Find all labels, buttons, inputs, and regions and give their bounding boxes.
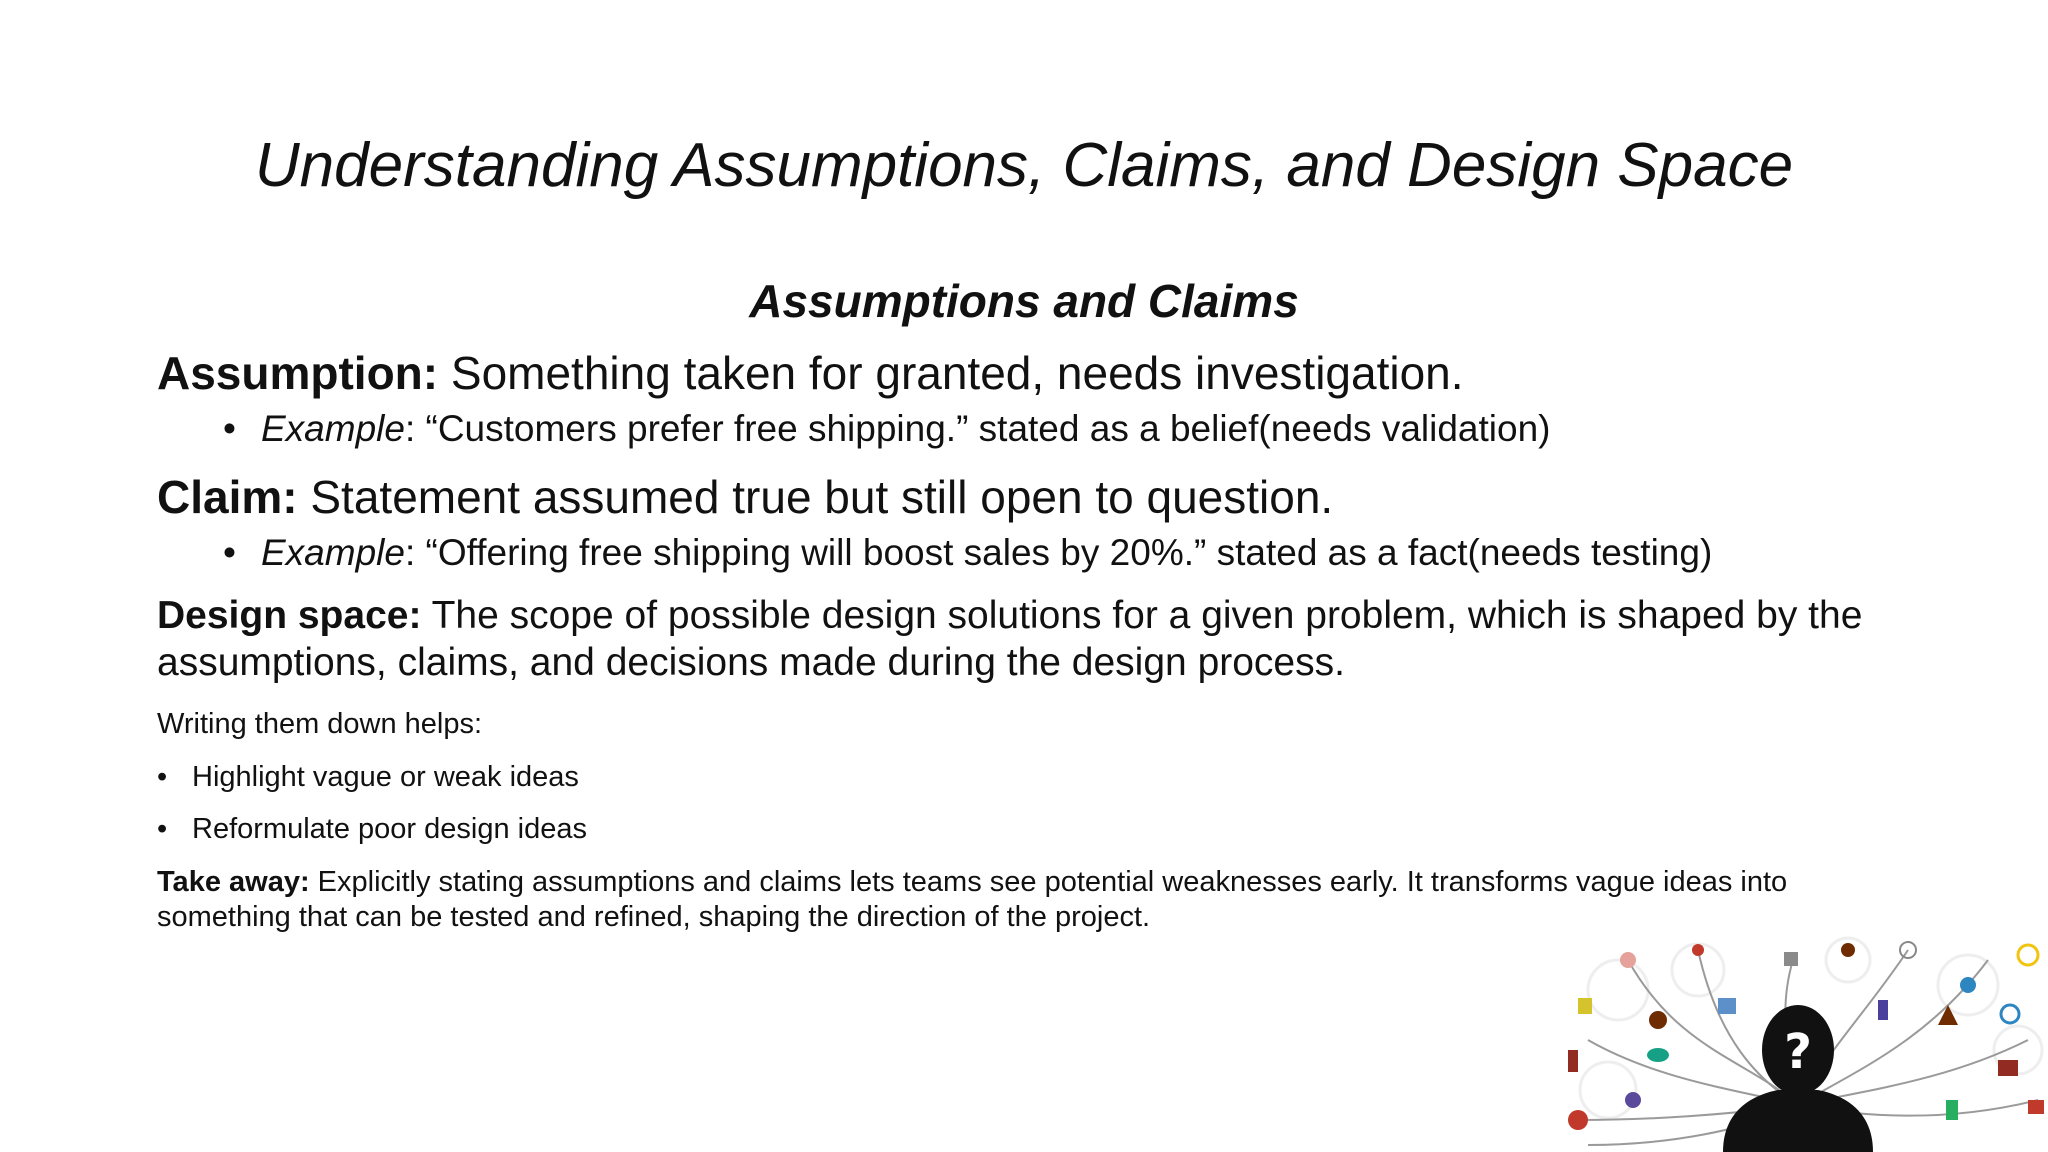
hurdle-icon (1946, 1100, 1958, 1120)
badge-icon (1784, 952, 1798, 966)
heart-icon (1568, 1110, 1588, 1130)
assumption-definition (157, 346, 1917, 401)
writing-intro: Writing them down helps: (157, 707, 483, 740)
claim-definition (157, 470, 1917, 525)
bullet-dot: • (223, 531, 236, 573)
writing-bullet-text: Reformulate poor design ideas (192, 813, 587, 846)
person-icon (1578, 998, 1592, 1014)
section-subtitle: Assumptions and Claims (749, 275, 1299, 327)
scales-icon (2028, 1100, 2044, 1114)
magnifier-icon (2001, 1005, 2019, 1023)
runner-icon (1692, 944, 1704, 956)
decision-paths-illustration (1548, 930, 2048, 1152)
eye-icon (1647, 1048, 1669, 1062)
smiley-icon (2018, 945, 2038, 965)
slide-title: Understanding Assumptions, Claims, and Design Space (254, 131, 1794, 200)
meeting-icon (1649, 1011, 1667, 1029)
design-space-text: The scope of possible design solutions for a given problem, which is shaped by the assumptions, claims, and decisions made during the design process. (157, 594, 1863, 684)
assumption-example-text: : “Customers prefer free shipping.” stated as a belief(needs validation) (404, 408, 1551, 450)
slide-content (157, 346, 1917, 935)
takeaway-label: Take away: (157, 866, 310, 899)
assumption-text: Something taken for granted, needs investigation. (438, 347, 1464, 399)
question-mark: ? (1784, 1024, 1812, 1080)
assumption-example-label: Example (261, 408, 405, 450)
hand-icon (1938, 1005, 1958, 1025)
figure-icon (1568, 1050, 1578, 1072)
graduate-icon (1841, 943, 1855, 957)
claim-text: Statement assumed true but still open to question. (297, 470, 1334, 523)
bullet-dot: • (223, 408, 236, 450)
writing-bullet-text: Highlight vague or weak ideas (192, 760, 579, 793)
claim-example-label: Example (261, 531, 405, 573)
teacher-icon (1878, 1000, 1888, 1020)
design-space-definition (157, 593, 1917, 687)
takeaway-text: Explicitly stating assumptions and claims lets teams see potential weaknesses early. It transforms vague ideas into something that can be tested and refined, shaping the direction of the project. (157, 866, 1788, 933)
faces-icon (1625, 1092, 1641, 1108)
writing-bullet (157, 760, 1917, 795)
handshake-icon (1620, 952, 1636, 968)
bullet-dot: • (157, 813, 168, 846)
writing-bullet (157, 812, 1917, 847)
claim-example-text: : “Offering free shipping will boost sales by 20%.” stated as a fact(needs testing) (404, 531, 1713, 573)
desk-icon (1718, 998, 1736, 1014)
bullet-dot: • (157, 760, 168, 793)
takeaway (157, 865, 1917, 935)
couple-icon (1998, 1060, 2018, 1076)
assumption-example (157, 407, 1917, 451)
claim-term: Claim: (157, 470, 298, 523)
assumption-term: Assumption: (157, 347, 439, 399)
design-space-term: Design space: (157, 594, 422, 638)
claim-example (157, 531, 1917, 575)
network-icon (1960, 977, 1976, 993)
